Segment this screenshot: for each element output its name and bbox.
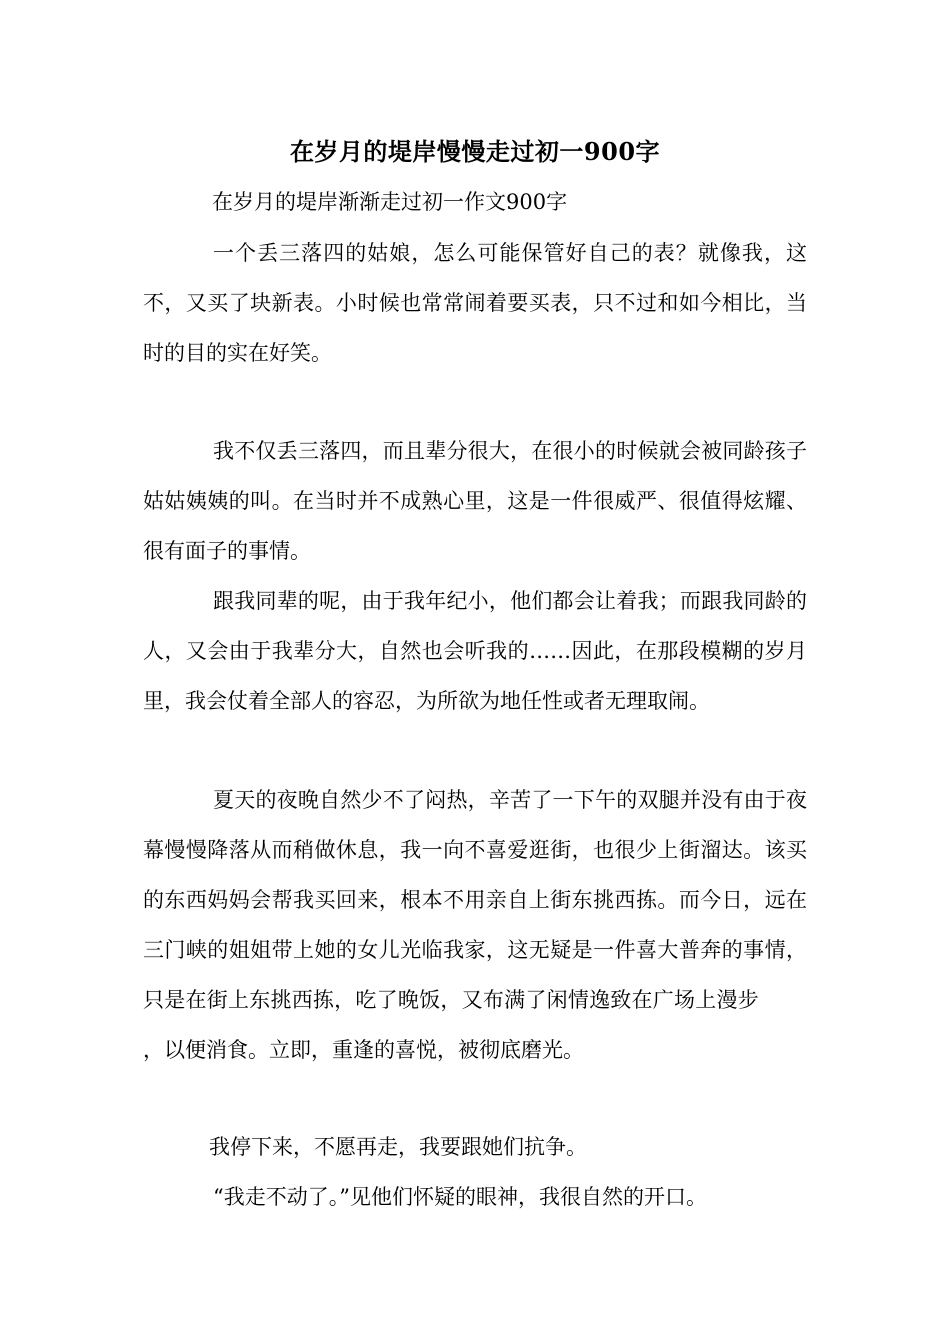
paragraph-4 [143, 775, 807, 1075]
paragraph-2: 我不仅丢三落四，而且辈分很大，在很小的时候就会被同龄孩子姑姑姨姨的叫。在当时并不成熟心里，这是一件很威严、很值得炫耀、很有面子的事情。 [143, 439, 807, 563]
paragraph-6: “我走不动了。”见他们怀疑的眼神，我很自然的开口。 [213, 1185, 707, 1209]
paragraph-5: 我停下来，不愿再走，我要跟她们抗争。 [209, 1135, 587, 1159]
document-title: 在岁月的堤岸慢慢走过初一900字 [289, 137, 661, 166]
paragraph-4-text: 夏天的夜晚自然少不了闷热，辛苦了一下午的双腿并没有由于夜幕慢慢降落从而稍做休息，我一向不喜爱逛街，也很少上街溜达。该买的东西妈妈会帮我买回来，根本不用亲自上街东挑西拣。而今日，远在三门峡的姐姐带上她的女儿光临我家，这无疑是一件喜大普奔的事情，只是在街上东挑西拣，吃了晚饭，又布满了闲情逸致在广场上漫步 [143, 788, 807, 1012]
document-subtitle: 在岁月的堤岸渐渐走过初一作文900字 [212, 190, 568, 214]
paragraph-4-text-end: ，以便消食。立即，重逢的喜悦，被彻底磨光。 [143, 1038, 584, 1062]
paragraph-1: 一个丢三落四的姑娘，怎么可能保管好自己的表？就像我，这不，又买了块新表。小时候也常常闹着要买表，只不过和如今相比，当时的目的实在好笑。 [143, 241, 807, 365]
paragraph-3: 跟我同辈的呢，由于我年纪小，他们都会让着我；而跟我同龄的人，又会由于我辈分大，自然也会听我的……因此，在那段模糊的岁月里，我会仗着全部人的容忍，为所欲为地任性或者无理取闹。 [143, 589, 807, 713]
